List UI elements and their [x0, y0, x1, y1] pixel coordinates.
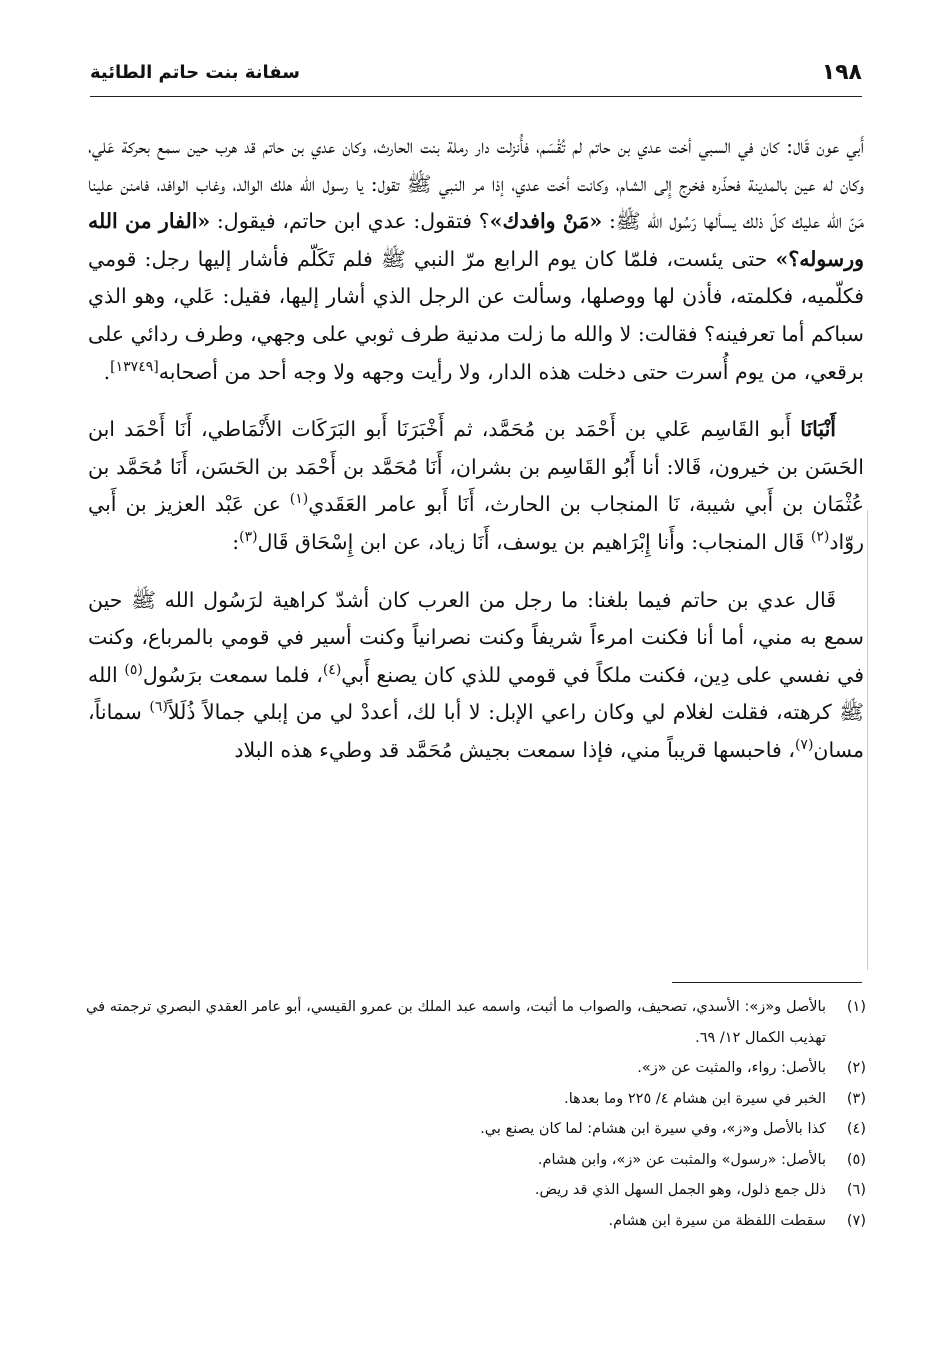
text-segment: قَال المنجاب: وأَنا إِبْرَاهيم بن يوسف، أَنَا زياد، عن ابن إِسْحَاق قَال — [257, 529, 811, 554]
footnote-item — [86, 1175, 866, 1206]
footnote-item — [86, 1206, 866, 1237]
footnote-text: ذلل جمع ذلول، وهو الجمل السهل الذي قد ريض. — [534, 1182, 826, 1198]
page-number: ١٩٨ — [821, 60, 862, 85]
text-segment: أَبو القَاسِم عَلي بن أَحْمَد بن مُحَمَّد، ثم أَخْبَرَنَا أَبو البَرَكَات الأَنْمَاطي، أَنَا أَحْمَد ابن الحَسَن بن خيرون، قَالا: أنا أَبُو القَاسِم بن بشران، أَنَا مُحَمَّد بن أَحْمَد بن الحَسَن، أَنَا مُحَمَّد بن عُثْمَان بن أَبي شيبة، نَا المنجاب بن الحارث، أَنَا أَبو عامر العَقَدي — [88, 417, 864, 517]
text-segment: حتى يئست، فلمّا كان يوم الرابع مرّ النبي ﷺ فلم تَكَلّم فأشار إليها رجل: قومي فكلّميه، فكلمته، فأذن لها ووصلها، وسألت عن الرجل الذي أشار إليها، فقيل: عَلي، وهو الذي سباكم أما تعرفينه؟ فقالت: لا والله ما زلت مدنية طرف ثوبي على وجهي، وطرف ردائي على برقعي، من يوم أُسرت حتى دخلت هذه الدار، ولا رأيت وجهه ولا وجه أحد من أصحابه — [88, 246, 864, 384]
footnote-text: كذا بالأصل و«ز»، وفي سيرة ابن هشام: لما كان يصنع بي. — [480, 1121, 826, 1137]
page-header — [90, 52, 862, 97]
footnote-number: (٦) — [846, 1182, 866, 1198]
footnote-text: بالأصل: «رسول» والمثبت عن «ز»، وابن هشام. — [537, 1151, 826, 1168]
footnote-number: (٢) — [846, 1060, 866, 1076]
margin-rule — [867, 510, 868, 970]
quote-bold: «الفار من الله ورسوله؟» — [88, 209, 864, 271]
text-segment: ؟ فتقول: عدي ابن حاتم، فيقول: — [210, 209, 490, 234]
main-text — [88, 128, 864, 770]
footnote-number: (٧) — [846, 1212, 866, 1229]
text-segment: ، فلما سمعت برَسُول — [142, 662, 323, 687]
isnad-lead-word: أَنْبَانَا — [800, 417, 836, 442]
text-segment: قَال عدي بن حاتم فيما بلغنا: ما رجل من العرب كان أشدّ كراهية لرَسُول الله ﷺ حين سمع به مني، أما أنا فكنت امرءاً شريفاً وكنت نصرانياً وكنت أسير في قومي بالمرباع، وكنت في نفسي على دِين، فكنت ملكاً في قومي للذي كان يصنع أَبي — [88, 587, 864, 687]
text-segment: . — [103, 359, 111, 384]
paragraph-narration — [88, 128, 864, 391]
footnote-item — [86, 992, 866, 1053]
footnote-marker: (٦) — [149, 699, 168, 716]
footnote-marker: (٣) — [239, 529, 258, 546]
footnote-number: (١) — [846, 999, 866, 1015]
text-segment: ، فاحبسها قريباً مني، فإذا سمعت بجيش مُحَمَّد قد وطيء هذه البلاد — [234, 737, 795, 762]
paragraph-isnad — [88, 411, 864, 561]
footnote-text: سقطت اللفظة من سيرة ابن هشام. — [608, 1212, 826, 1229]
footnote-item — [86, 1114, 866, 1145]
footnote-number: (٥) — [846, 1151, 866, 1168]
footnote-marker: (٢) — [810, 529, 830, 546]
footnote-separator — [672, 982, 862, 983]
footnote-number: (٣) — [846, 1090, 866, 1107]
quote-bold: «مَنْ وافدك» — [489, 209, 603, 234]
text-segment: : — [232, 529, 240, 554]
paragraph-adi-narration — [88, 582, 864, 770]
footnote-marker: (٧) — [794, 737, 814, 754]
footnote-marker: (١) — [289, 491, 309, 508]
text-segment: سماناً، مسان — [88, 700, 864, 762]
footnote-number: (٤) — [846, 1121, 866, 1137]
text-segment: عن عَبْد العزيز بن أَبي روّاد — [88, 492, 864, 554]
footnote-marker: (٥) — [124, 661, 143, 678]
text-segment: أَبي عون قَال: كان في السبي أخت عدي بن حاتم لم تُقْسَم، فأُنزلت دار رملة بنت الحارث، وكان عدي بن حاتم قد هرب حين سمع بحركة عَلي، وكان له عين بالمدينة فحذّره فخرج إِلى الشام، وكانت أخت عدي، إذا مر النبي ﷺ تقول: يا رسول الله هلك الوالد، وغاب الوافد، فامنن علينا مَنّ الله عليك كلّ ذلك يسألها رَسُول الله ﷺ: — [88, 134, 864, 234]
footnotes — [86, 992, 866, 1236]
footnote-marker: (٤) — [322, 661, 342, 678]
footnote-item — [86, 1145, 866, 1176]
footnote-text: الخبر في سيرة ابن هشام ٤/ ٢٢٥ وما بعدها. — [564, 1090, 826, 1107]
footnote-text: بالأصل: رواء، والمثبت عن «ز». — [637, 1060, 826, 1076]
text-segment: الله ﷺ كرهته، فقلت لغلام لي وكان راعي الإبل: لا أبا لك، أعددْ لي من إبلي جمالاً ذُلَلاً — [88, 662, 865, 725]
hadith-reference-number: [١٣٧٤٩] — [110, 358, 159, 375]
footnote-text: بالأصل و«ز»: الأسدي، تصحيف، والصواب ما أثبت، واسمه عبد الملك بن عمرو القيسي، أبو عامر العقدي البصري ترجمته في تهذيب الكمال ١٢/ ٦٩. — [86, 999, 826, 1046]
footnote-item — [86, 1053, 866, 1084]
footnote-item — [86, 1084, 866, 1115]
running-title: سفانة بنت حاتم الطائية — [90, 62, 300, 83]
